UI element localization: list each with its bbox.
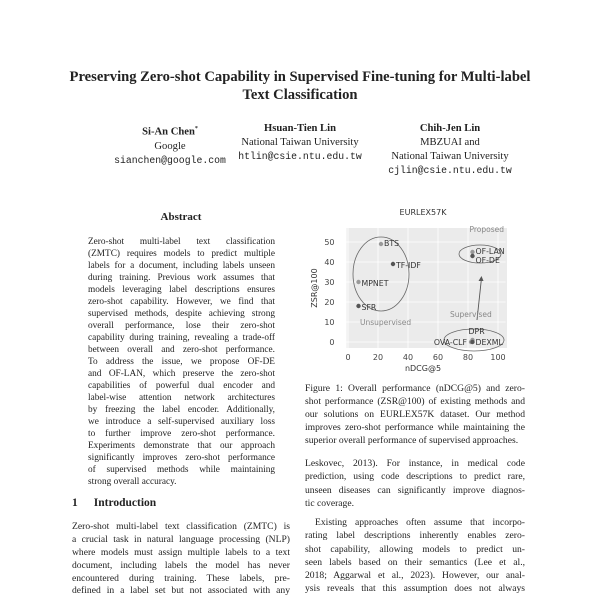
y-tick-label: 40: [324, 258, 335, 267]
point-label: OF-DE: [475, 256, 500, 265]
author-email: sianchen@google.com: [114, 154, 226, 166]
text-line: a crucial task in natural language processing (NLP): [72, 533, 290, 545]
text-line: shot capability, allowing models to predict un-: [305, 543, 525, 555]
point-label: DEXML: [475, 338, 503, 347]
x-tick-label: 0: [345, 353, 351, 362]
data-point: [391, 262, 395, 266]
data-point: [356, 304, 360, 308]
text-line: Zero-shot multi-label text classification (ZMTC) is: [72, 521, 290, 532]
text-line: Existing approaches often assume that incorpo-: [315, 517, 525, 528]
text-line: zero-shot capability. However, we find that: [88, 297, 275, 307]
text-line: Leskovec, 2013). For instance, in medical code: [305, 458, 525, 469]
x-tick-label: 100: [490, 353, 506, 362]
y-tick-label: 20: [324, 298, 335, 307]
text-line: between overall and zero-shot performance.: [88, 345, 275, 355]
text-line: labels for a document, including labels unseen: [88, 261, 275, 271]
author-email: cjlin@csie.ntu.edu.tw: [388, 165, 512, 176]
author-name: Hsuan-Tien Lin: [264, 123, 336, 134]
body-paragraph: [305, 457, 525, 510]
group-label: Unsupervised: [360, 318, 412, 327]
point-label: MPNET: [361, 279, 389, 288]
title-line: Text Classification: [242, 87, 358, 103]
text-line: To address the issue, we propose OF-DE: [88, 357, 275, 367]
author-affiliation: Google: [154, 140, 186, 152]
data-point: [470, 254, 474, 258]
author-3: [365, 122, 535, 178]
author-2: [215, 122, 385, 164]
intro-body: [72, 521, 290, 598]
group-label: Supervised: [450, 310, 492, 319]
text-line: document, including labels the model has never: [72, 559, 290, 571]
figure-caption: [305, 382, 525, 447]
text-line: models leveraging label descriptions ensures: [88, 285, 275, 295]
text-line: during training. Previous work assumes that: [88, 273, 275, 283]
section-heading: [72, 497, 156, 510]
text-line: superior overall performance of supervised approaches.: [305, 435, 519, 446]
title-line: Preserving Zero-shot Capability in Supervised Fine-tuning for Multi-label: [69, 69, 531, 85]
author-affiliation: MBZUAI and: [420, 137, 480, 148]
text-line: of supervised methods while maintaining: [88, 465, 275, 475]
y-axis-label: ZSR@100: [310, 268, 319, 308]
footnote-mark: *: [194, 126, 198, 132]
x-tick-label: 20: [372, 353, 384, 362]
text-line: prediction, using code descriptions to predict rare,: [305, 471, 525, 483]
text-line: where models must assign multiple labels to a text: [72, 546, 290, 558]
author-name: Si-An Chen: [142, 126, 195, 138]
section-number: 1: [72, 497, 78, 509]
text-line: ysis reveals that this assumption does not always: [305, 583, 525, 595]
text-line: strong overall accuracy.: [88, 477, 177, 487]
author-email: htlin@csie.ntu.edu.tw: [238, 151, 362, 162]
text-line: rating label descriptions inherently enables zero-: [305, 530, 525, 542]
y-tick-label: 30: [324, 278, 335, 287]
text-line: tic coverage.: [305, 497, 355, 509]
text-line: encountered during training. These labels, pre-: [72, 572, 290, 584]
text-line: to further improve zero-shot performance.: [88, 429, 275, 439]
x-tick-label: 40: [402, 353, 414, 362]
text-line: defined in a label set but not associated with any: [72, 585, 290, 597]
paper-title: [40, 68, 560, 104]
text-line: unseen diseases can significantly improve diagnos-: [305, 484, 525, 496]
point-label: BTS: [384, 239, 400, 248]
point-label: DPR: [468, 327, 485, 336]
point-label: OF-LAN: [475, 247, 505, 256]
text-line: shot performance (ZSR@100) of existing methods and: [305, 396, 525, 407]
group-label: Proposed: [469, 225, 505, 234]
text-line: capabilities of powerful dual encoder and: [88, 381, 275, 391]
section-title: Introduction: [93, 497, 157, 509]
y-tick-label: 50: [324, 238, 335, 247]
abstract-body: [88, 236, 275, 488]
text-line: Figure 1: Overall performance (nDCG@5) and zero-: [305, 383, 525, 394]
text-line: significantly improves zero-shot performance: [88, 453, 275, 463]
text-line: supervised methods, despite achieving strong: [88, 309, 275, 319]
text-line: Zero-shot multi-label text classification: [88, 237, 275, 247]
data-point: [379, 242, 383, 246]
point-label: SFR: [361, 303, 377, 312]
author-affiliation: National Taiwan University: [391, 151, 509, 162]
y-tick-label: 0: [329, 338, 335, 347]
data-point: [470, 250, 474, 254]
y-tick-label: 10: [324, 318, 335, 327]
abstract-heading: Abstract: [160, 211, 202, 223]
text-line: our solutions on EURLEX57K dataset. Our method: [305, 409, 525, 420]
text-line: by freezing the label encoder. Additionally,: [88, 405, 275, 415]
body-paragraph: [305, 516, 525, 596]
text-line: capability during training, revealing a trade-off: [88, 333, 275, 343]
point-label: OVA-CLF: [433, 338, 467, 347]
x-axis-label: nDCG@5: [404, 364, 442, 373]
point-label: TF-IDF: [396, 261, 421, 270]
text-line: seen labels based on their semantics (Lee et al.,: [305, 556, 525, 568]
text-line: label-wise attention network architectures: [88, 393, 275, 403]
text-line: and OF-LAN, which preserve the zero-shot: [88, 369, 275, 379]
x-tick-label: 60: [432, 353, 444, 362]
text-line: improves zero-shot performance while maintaining the: [305, 422, 525, 433]
text-line: we introduce a self-supervised auxiliary loss: [88, 417, 275, 427]
text-line: Experiments demonstrate that our approach: [88, 441, 275, 451]
chart-title: EURLEX57K: [399, 208, 447, 217]
text-line: overall performance, lose their zero-shot: [88, 321, 275, 331]
author-affiliation: National Taiwan University: [241, 137, 359, 148]
text-line: (ZMTC) requires models to predict multiple: [88, 249, 275, 259]
data-point: [356, 280, 360, 284]
author-name: Chih-Jen Lin: [419, 123, 481, 134]
text-line: 2018; Aggarwal et al., 2023). However, our anal-: [305, 570, 525, 582]
figure-1-chart: [300, 205, 530, 380]
x-tick-label: 80: [462, 353, 474, 362]
data-point: [470, 340, 474, 344]
